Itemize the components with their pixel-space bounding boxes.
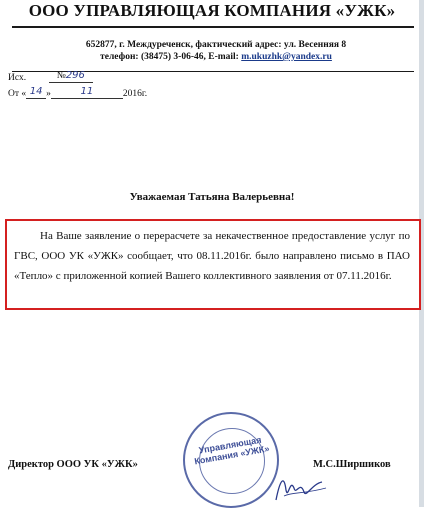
outgoing-number-field xyxy=(49,70,93,83)
number-sign: № xyxy=(56,71,66,81)
email-link[interactable]: m.ukuzhk@yandex.ru xyxy=(241,52,332,62)
phone-text: телефон: (38475) 3-06-46, E-mail: xyxy=(100,52,242,62)
seal-text: Управляющая Компания «УЖК» xyxy=(193,434,271,467)
date-month-value: 11 xyxy=(80,86,94,97)
greeting: Уважаемая Татьяна Валерьевна! xyxy=(129,191,295,203)
outgoing-number-value: 296 xyxy=(65,70,85,81)
date-prefix: От « xyxy=(8,89,27,99)
company-seal xyxy=(183,412,279,508)
date-year: 2016г. xyxy=(122,89,148,99)
outgoing-label: Исх. xyxy=(8,73,27,83)
date-mid: » xyxy=(46,89,51,99)
header-rule-top xyxy=(12,26,414,28)
contact-line xyxy=(20,52,412,62)
address-line: 652877, г. Междуреченск, фактический адрес: ул. Весенняя 8 xyxy=(85,40,347,50)
date-day-field xyxy=(26,86,46,99)
handwritten-signature xyxy=(270,470,330,506)
letter-body: На Ваше заявление о перерасчете за некачественное предоставление услуг по ГВС, ООО УК «УЖК» сообщает, что 08.11.2016г. было направлено письмо в ПАО «Тепло» с приложенной копией Вашего коллективного заявления от 07.11.2016г. xyxy=(14,230,410,282)
outgoing-number xyxy=(8,70,93,83)
outgoing-date xyxy=(8,86,147,99)
signatory-position: Директор ООО УК «УЖК» xyxy=(8,459,138,470)
date-day-value: 14 xyxy=(29,86,43,97)
date-month-field xyxy=(51,86,123,99)
signatory-name: М.С.Ширшиков xyxy=(313,459,391,470)
organization-title: ООО УПРАВЛЯЮЩАЯ КОМПАНИЯ «УЖК» xyxy=(28,1,396,20)
